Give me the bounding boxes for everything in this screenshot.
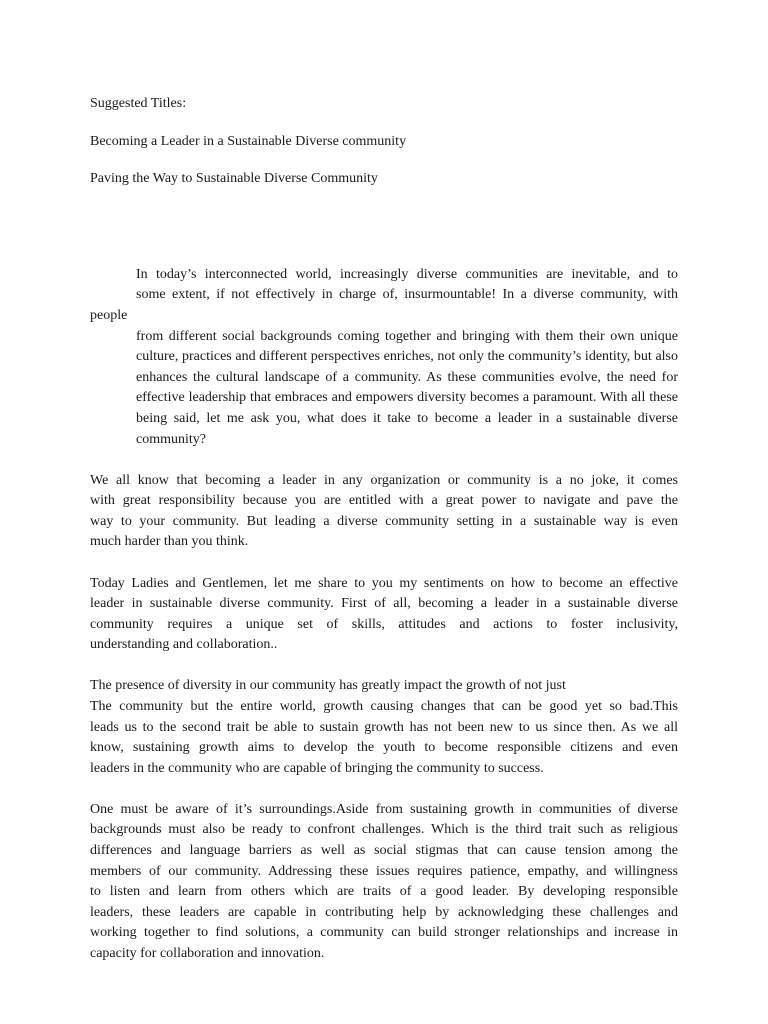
paragraph-line: differences and language barriers as well as social stigmas that can cause tension among the <box>90 843 678 859</box>
paragraph-line: leader in sustainable diverse community. First of all, becoming a leader in a sustainable diverse <box>90 596 678 612</box>
paragraph-line: The presence of diversity in our community has greatly impact the growth of not just <box>90 678 566 694</box>
paragraph-line: One must be aware of it’s surroundings.Aside from sustaining growth in communities of diverse <box>90 801 678 817</box>
paragraph-line: know, sustaining growth aims to develop the youth to become responsible citizens and even <box>90 740 678 756</box>
paragraph-2 <box>90 471 678 553</box>
paragraph-line: In today’s interconnected world, increasingly diverse communities are inevitable, and to <box>136 266 678 282</box>
paragraph-4 <box>90 676 678 779</box>
paragraph-line: enhances the cultural landscape of a community. As these communities evolve, the need for <box>136 369 678 385</box>
paragraph-line: to listen and learn from others which are traits of a good leader. By developing responsible <box>90 884 678 900</box>
paragraph-line: some extent, if not effectively in charge of, insurmountable! In a diverse community, with people <box>90 287 678 323</box>
paragraph-line: effective leadership that embraces and empowers diversity becomes a paramount. With all these <box>136 390 678 406</box>
paragraph-line: culture, practices and different perspectives enriches, not only the community’s identity, but also <box>136 349 678 365</box>
paragraph-line: working together to find solutions, a community can build stronger relationships and increase in <box>90 925 678 941</box>
blank-space <box>90 207 678 265</box>
paragraph-3 <box>90 574 678 656</box>
paragraph-line: leaders in the community who are capable of bringing the community to success. <box>90 760 544 776</box>
paragraph-line: The community but the entire world, growth causing changes that can be good yet so bad.This <box>90 698 678 714</box>
paragraph-5 <box>90 800 678 965</box>
suggested-title-1: Becoming a Leader in a Sustainable Diverse community <box>90 133 407 149</box>
suggested-titles-heading: Suggested Titles: <box>90 96 187 111</box>
paragraph-line: understanding and collaboration.. <box>90 637 278 653</box>
paragraph-line: being said, let me ask you, what does it take to become a leader in a sustainable diverse <box>136 410 678 426</box>
paragraph-line: from different social backgrounds coming together and bringing with them their own unique <box>136 328 678 344</box>
paragraph-line: leads us to the second trait be able to sustain growth has not been new to us since then. As we all <box>90 719 678 735</box>
paragraph-line: community requires a unique set of skills, attitudes and actions to foster inclusivity, <box>90 616 678 632</box>
paragraph-line: capacity for collaboration and innovation. <box>90 946 325 961</box>
paragraph-line: leaders, these leaders are capable in contributing help by acknowledging these challenges and <box>90 904 678 920</box>
paragraph-line: Today Ladies and Gentlemen, let me share to you my sentiments on how to become an effective <box>90 575 678 591</box>
body-text <box>90 265 678 965</box>
paragraph-line: way to your community. But leading a diverse community setting in a sustainable way is even <box>90 513 678 529</box>
paragraph-line: members of our community. Addressing these issues requires patience, empathy, and willingness <box>90 863 678 879</box>
paragraph-line: with great responsibility because you are entitled with a great power to navigate and pave the <box>90 493 678 509</box>
paragraph-line: much harder than you think. <box>90 534 249 550</box>
paragraph-line: backgrounds must also be ready to confront challenges. Which is the third trait such as religious <box>90 822 678 838</box>
suggested-title-2: Paving the Way to Sustainable Diverse Community <box>90 171 378 187</box>
paragraph-1 <box>90 265 678 450</box>
paragraph-line: We all know that becoming a leader in any organization or community is a no joke, it comes <box>90 472 678 488</box>
paragraph-line: community? <box>136 431 206 447</box>
document-page <box>90 94 678 985</box>
